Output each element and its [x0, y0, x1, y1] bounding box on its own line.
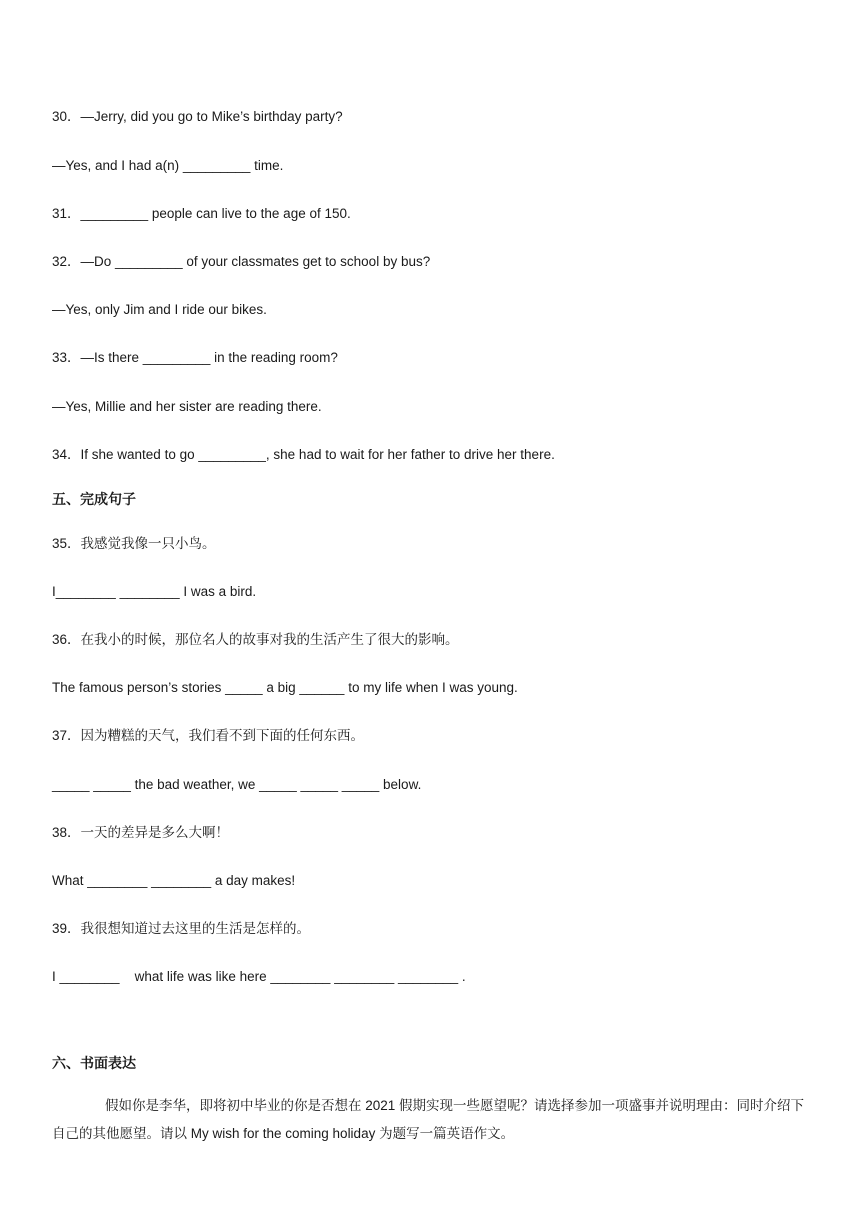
q36-english: The famous person’s stories _____ a big ______ to my life when I was young.: [52, 680, 518, 695]
q39-english: I ________ what life was like here ________ ________ ________ .: [52, 969, 466, 984]
writing-prompt: 假如你是李华，即将初中毕业的你是否想在 2021 假期实现一些愿望呢？请选择参加一项盛事并说明理由：同时介绍下自己的其他愿望。请以 My wish for the coming holiday 为题写一篇英语作文。: [52, 1098, 805, 1141]
q34-question: 34．If she wanted to go _________, she had to wait for her father to drive her there.: [52, 447, 555, 462]
q31-question: 31．_________ people can live to the age of 150.: [52, 206, 351, 221]
q35-chinese: 35．我感觉我像一只小鸟。: [52, 536, 216, 551]
section5-heading: 五、完成句子: [52, 491, 136, 507]
q35-english: I________ ________ I was a bird.: [52, 584, 257, 599]
q36-chinese: 36．在我小的时候，那位名人的故事对我的生活产生了很大的影响。: [52, 632, 459, 647]
q33-answer-line: —Yes, Millie and her sister are reading there.: [52, 399, 322, 414]
q30-question: 30．—Jerry, did you go to Mike’s birthday party?: [52, 109, 343, 124]
q30-answer-line: —Yes, and I had a(n) _________ time.: [52, 158, 284, 173]
q37-english: _____ _____ the bad weather, we _____ _____ _____ below.: [52, 777, 422, 792]
q38-english: What ________ ________ a day makes!: [52, 873, 296, 888]
section6-heading: 六、书面表达: [52, 1055, 136, 1071]
q33-question: 33．—Is there _________ in the reading room?: [52, 350, 338, 365]
q32-answer-line: —Yes, only Jim and I ride our bikes.: [52, 302, 267, 317]
q39-chinese: 39．我很想知道过去这里的生活是怎样的。: [52, 921, 311, 936]
q37-chinese: 37．因为糟糕的天气，我们看不到下面的任何东西。: [52, 728, 365, 743]
q32-question: 32．—Do _________ of your classmates get to school by bus?: [52, 254, 431, 269]
q38-chinese: 38．一天的差异是多么大啊！: [52, 825, 230, 840]
